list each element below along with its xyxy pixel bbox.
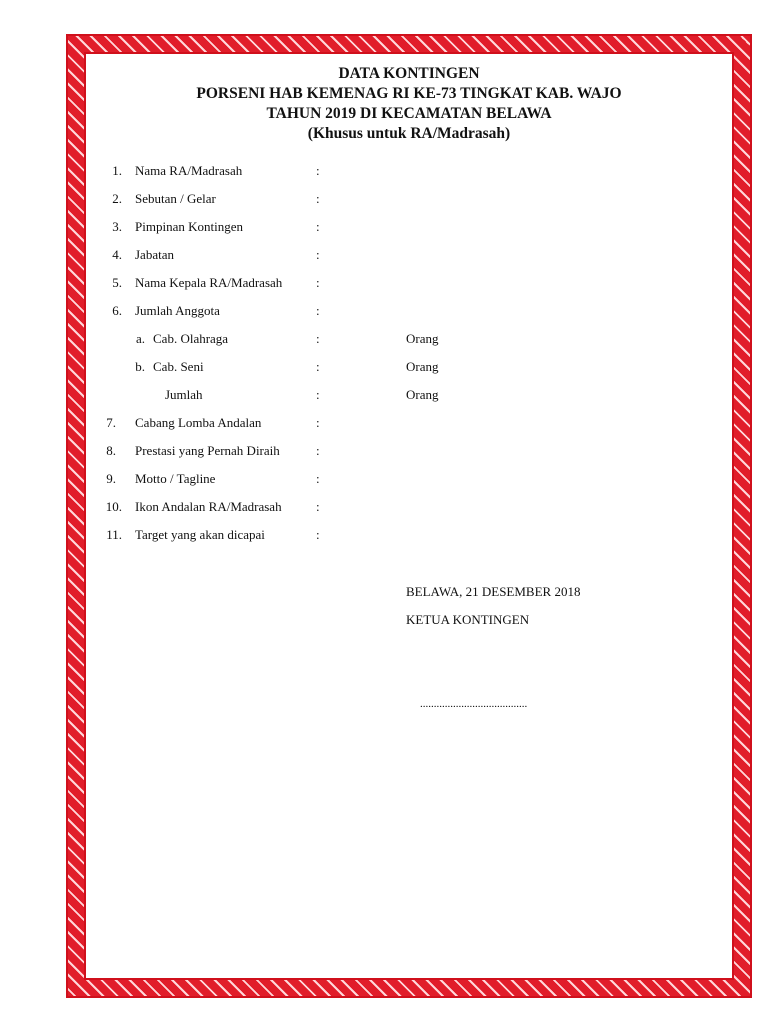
row-value: Orang xyxy=(406,359,439,374)
row-colon: : xyxy=(316,331,320,346)
row-number: 5. xyxy=(112,275,122,290)
title-line-1: DATA KONTINGEN xyxy=(338,65,480,82)
row-label: Jabatan xyxy=(135,247,174,262)
row-label: Motto / Tagline xyxy=(135,471,216,486)
row-label: Prestasi yang Pernah Diraih xyxy=(135,443,280,458)
row-number: b. xyxy=(135,359,145,374)
row-label: Cab. Seni xyxy=(153,359,204,374)
row-colon: : xyxy=(316,443,320,458)
row-label: Sebutan / Gelar xyxy=(135,191,216,206)
row-colon: : xyxy=(316,219,320,234)
row-colon: : xyxy=(316,471,320,486)
row-number: 1. xyxy=(112,163,122,178)
row-number: 4. xyxy=(112,247,122,262)
row-number: 2. xyxy=(112,191,122,206)
row-label: Pimpinan Kontingen xyxy=(135,219,243,234)
row-colon: : xyxy=(316,191,320,206)
row-value: Orang xyxy=(406,387,439,402)
row-colon: : xyxy=(316,359,320,374)
place-date: BELAWA, 21 DESEMBER 2018 xyxy=(406,584,581,599)
row-label: Target yang akan dicapai xyxy=(135,527,265,542)
row-label: Ikon Andalan RA/Madrasah xyxy=(135,499,282,514)
row-colon: : xyxy=(316,527,320,542)
row-colon: : xyxy=(316,415,320,430)
signature-line: ....................................... xyxy=(420,698,528,710)
title-line-3: TAHUN 2019 DI KECAMATAN BELAWA xyxy=(266,105,552,122)
row-label: Cab. Olahraga xyxy=(153,331,229,346)
row-colon: : xyxy=(316,163,320,178)
row-colon: : xyxy=(316,387,320,402)
row-number: 11. xyxy=(106,527,122,542)
row-number: 6. xyxy=(112,303,122,318)
row-number: 7. xyxy=(106,415,116,430)
row-number: 8. xyxy=(106,443,116,458)
title-line-4: (Khusus untuk RA/Madrasah) xyxy=(307,125,511,142)
row-value: Orang xyxy=(406,331,439,346)
row-colon: : xyxy=(316,247,320,262)
row-label: Nama RA/Madrasah xyxy=(135,163,243,178)
row-label: Nama Kepala RA/Madrasah xyxy=(135,275,283,290)
row-number: 9. xyxy=(106,471,116,486)
row-colon: : xyxy=(316,275,320,290)
row-colon: : xyxy=(316,499,320,514)
row-number: a. xyxy=(135,331,145,346)
document-title xyxy=(84,64,734,144)
row-label: Cabang Lomba Andalan xyxy=(135,415,262,430)
row-label: Jumlah Anggota xyxy=(135,303,220,318)
title-line-2: PORSENI HAB KEMENAG RI KE-73 TINGKAT KAB. WAJO xyxy=(196,85,622,102)
row-number: 3. xyxy=(112,219,122,234)
row-number: 10. xyxy=(105,499,122,514)
row-colon: : xyxy=(316,303,320,318)
signer-role: KETUA KONTINGEN xyxy=(406,612,530,627)
row-label: Jumlah xyxy=(165,387,203,402)
